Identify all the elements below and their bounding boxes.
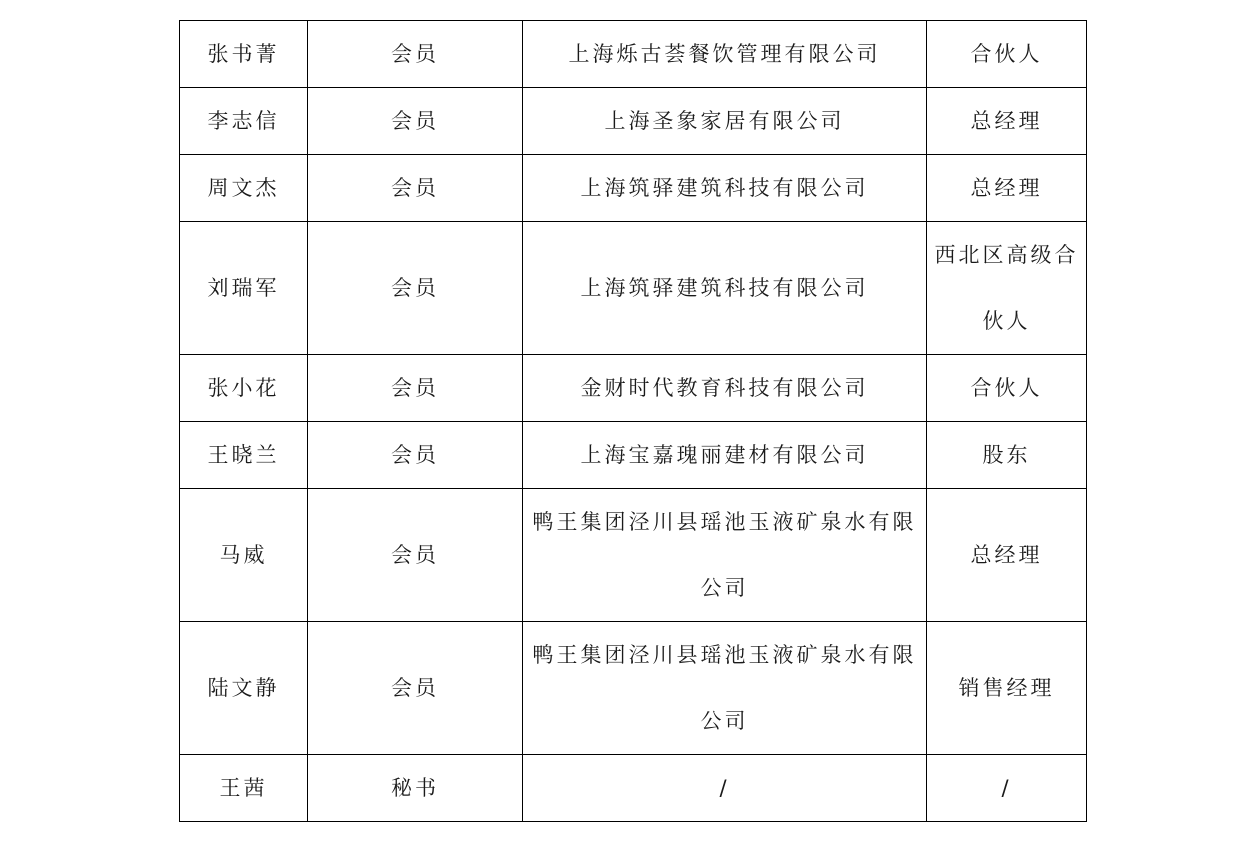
table-row bbox=[180, 21, 1087, 88]
role-cell: 会员 bbox=[308, 88, 523, 155]
role-cell: 会员 bbox=[308, 355, 523, 422]
company-cell: 上海宝嘉瑰丽建材有限公司 bbox=[523, 422, 927, 489]
company-cell: 上海筑驿建筑科技有限公司 bbox=[523, 222, 927, 355]
position-cell: 西北区高级合伙人 bbox=[927, 222, 1087, 355]
company-cell: 上海圣象家居有限公司 bbox=[523, 88, 927, 155]
role-cell: 会员 bbox=[308, 622, 523, 755]
table-row bbox=[180, 88, 1087, 155]
name-cell: 周文杰 bbox=[180, 155, 308, 222]
position-cell: 总经理 bbox=[927, 155, 1087, 222]
table-row bbox=[180, 155, 1087, 222]
table-row bbox=[180, 489, 1087, 622]
company-cell: / bbox=[523, 755, 927, 822]
role-cell: 会员 bbox=[308, 489, 523, 622]
table-row bbox=[180, 755, 1087, 822]
name-cell: 马威 bbox=[180, 489, 308, 622]
table-row bbox=[180, 222, 1087, 355]
company-cell: 金财时代教育科技有限公司 bbox=[523, 355, 927, 422]
name-cell: 王茜 bbox=[180, 755, 308, 822]
name-cell: 李志信 bbox=[180, 88, 308, 155]
name-cell: 张小花 bbox=[180, 355, 308, 422]
table-row bbox=[180, 422, 1087, 489]
name-cell: 张书菁 bbox=[180, 21, 308, 88]
table-row bbox=[180, 622, 1087, 755]
name-cell: 刘瑞军 bbox=[180, 222, 308, 355]
role-cell: 会员 bbox=[308, 222, 523, 355]
role-cell: 秘书 bbox=[308, 755, 523, 822]
position-cell: 合伙人 bbox=[927, 355, 1087, 422]
table-row bbox=[180, 355, 1087, 422]
company-cell: 鸭王集团泾川县瑶池玉液矿泉水有限公司 bbox=[523, 489, 927, 622]
name-cell: 陆文静 bbox=[180, 622, 308, 755]
position-cell: 总经理 bbox=[927, 88, 1087, 155]
position-cell: 合伙人 bbox=[927, 21, 1087, 88]
member-table bbox=[179, 20, 1087, 822]
name-cell: 王晓兰 bbox=[180, 422, 308, 489]
company-cell: 上海筑驿建筑科技有限公司 bbox=[523, 155, 927, 222]
role-cell: 会员 bbox=[308, 21, 523, 88]
company-cell: 鸭王集团泾川县瑶池玉液矿泉水有限公司 bbox=[523, 622, 927, 755]
position-cell: 股东 bbox=[927, 422, 1087, 489]
role-cell: 会员 bbox=[308, 155, 523, 222]
role-cell: 会员 bbox=[308, 422, 523, 489]
company-cell: 上海烁古荟餐饮管理有限公司 bbox=[523, 21, 927, 88]
position-cell: / bbox=[927, 755, 1087, 822]
position-cell: 销售经理 bbox=[927, 622, 1087, 755]
position-cell: 总经理 bbox=[927, 489, 1087, 622]
